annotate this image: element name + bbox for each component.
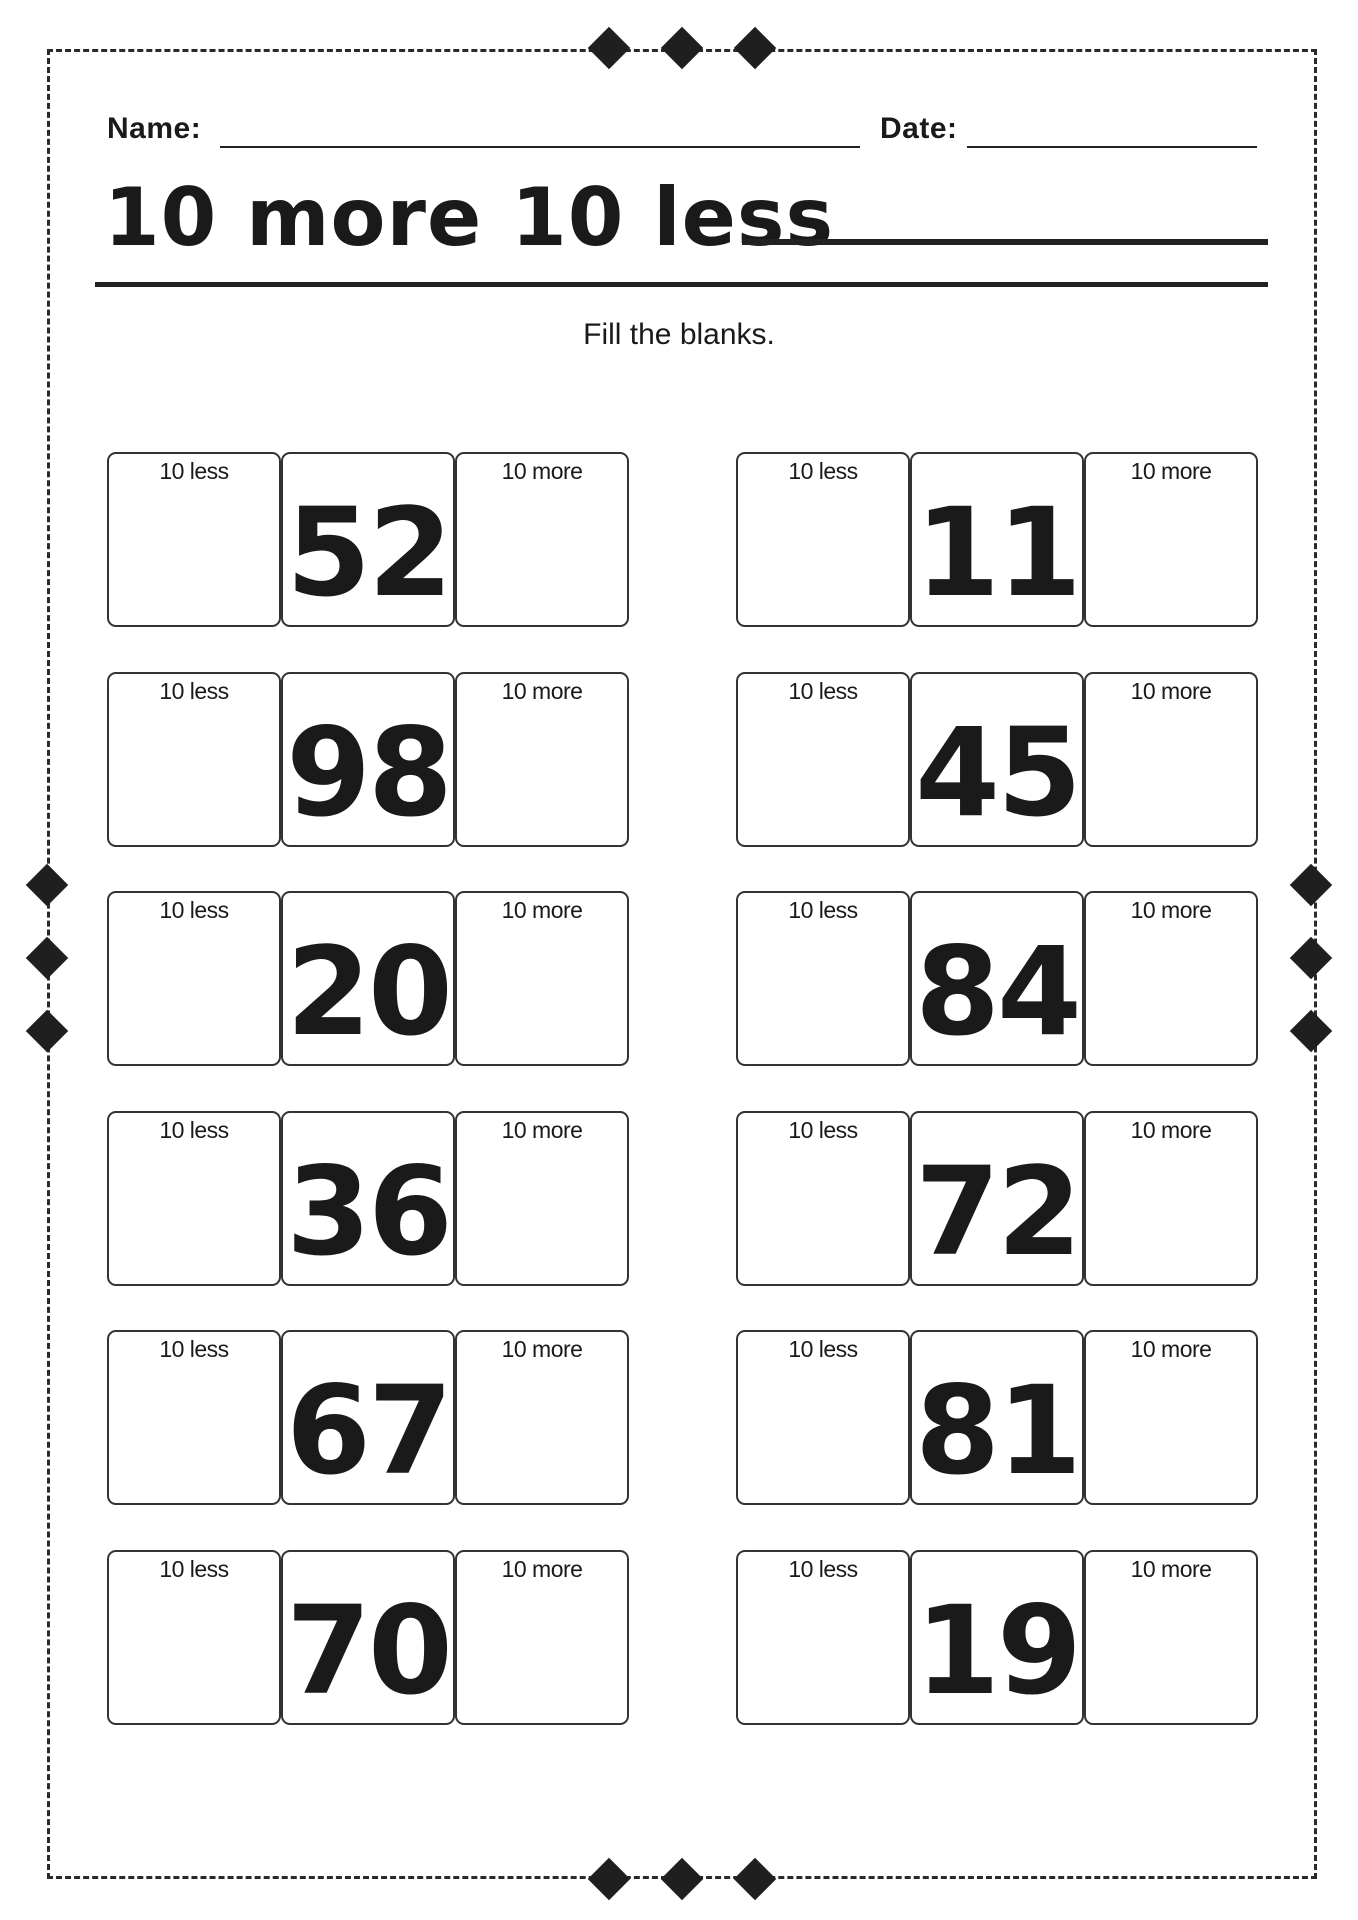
given-number: 98 <box>286 701 450 844</box>
number-box <box>281 672 455 847</box>
number-box <box>910 452 1084 627</box>
ten-more-answer-box[interactable] <box>455 1111 629 1286</box>
ten-more-answer-box[interactable] <box>1084 1550 1258 1725</box>
ten-more-label: 10 more <box>501 1336 583 1362</box>
ten-more-label: 10 more <box>501 458 583 484</box>
problem-row <box>736 452 1258 627</box>
ten-more-answer-box[interactable] <box>455 672 629 847</box>
ten-less-label: 10 less <box>788 1336 858 1362</box>
ten-less-label: 10 less <box>788 1555 858 1582</box>
ten-more-answer-box[interactable] <box>455 1550 629 1725</box>
ten-more-answer-box[interactable] <box>1084 452 1258 627</box>
given-number: 36 <box>286 1140 450 1283</box>
ten-less-label: 10 less <box>788 897 858 923</box>
problem-row <box>107 672 629 847</box>
number-box <box>281 1550 455 1725</box>
given-number: 11 <box>915 482 1079 624</box>
given-number: 67 <box>286 1360 450 1502</box>
number-box <box>910 1550 1084 1725</box>
ten-more-label: 10 more <box>501 1555 583 1582</box>
ten-less-label: 10 less <box>159 677 229 704</box>
name-label: Name: <box>107 112 202 145</box>
ten-less-answer-box[interactable] <box>107 1550 281 1725</box>
problem-row <box>736 1330 1258 1505</box>
ten-less-label: 10 less <box>788 677 858 704</box>
number-box <box>910 672 1084 847</box>
number-box <box>910 1111 1084 1286</box>
ten-more-label: 10 more <box>1130 1336 1212 1362</box>
ten-less-answer-box[interactable] <box>736 1111 910 1286</box>
ten-more-answer-box[interactable] <box>455 452 629 627</box>
date-label: Date: <box>880 112 958 145</box>
ten-less-label: 10 less <box>159 1555 229 1582</box>
ten-less-answer-box[interactable] <box>107 1330 281 1505</box>
given-number: 72 <box>915 1140 1079 1283</box>
number-box <box>281 891 455 1066</box>
ten-less-answer-box[interactable] <box>107 891 281 1066</box>
ten-less-label: 10 less <box>159 897 229 923</box>
ten-less-answer-box[interactable] <box>736 672 910 847</box>
ten-less-answer-box[interactable] <box>107 1111 281 1286</box>
number-box <box>910 1330 1084 1505</box>
number-box <box>281 1330 455 1505</box>
given-number: 84 <box>915 921 1079 1063</box>
problem-row <box>107 1111 629 1286</box>
ten-less-label: 10 less <box>159 458 229 484</box>
ten-more-label: 10 more <box>1130 1116 1212 1143</box>
ten-more-label: 10 more <box>1130 1555 1212 1582</box>
given-number: 19 <box>915 1579 1079 1722</box>
given-number: 52 <box>286 482 450 624</box>
problem-row <box>736 672 1258 847</box>
name-field[interactable] <box>220 146 860 148</box>
date-field[interactable] <box>967 146 1257 148</box>
given-number: 20 <box>286 921 450 1063</box>
problem-row <box>107 1330 629 1505</box>
ten-more-answer-box[interactable] <box>1084 672 1258 847</box>
ten-less-answer-box[interactable] <box>736 1330 910 1505</box>
problem-row <box>107 1550 629 1725</box>
title-underline <box>95 282 1268 287</box>
ten-more-label: 10 more <box>1130 458 1212 484</box>
given-number: 81 <box>915 1360 1079 1502</box>
ten-more-answer-box[interactable] <box>1084 891 1258 1066</box>
ten-more-label: 10 more <box>501 677 583 704</box>
ten-more-label: 10 more <box>501 1116 583 1143</box>
problem-row <box>736 891 1258 1066</box>
ten-less-answer-box[interactable] <box>736 452 910 627</box>
ten-more-answer-box[interactable] <box>455 1330 629 1505</box>
ten-less-label: 10 less <box>788 458 858 484</box>
ten-more-answer-box[interactable] <box>1084 1111 1258 1286</box>
page-title: 10 more 10 less <box>104 171 835 264</box>
ten-less-label: 10 less <box>159 1336 229 1362</box>
title-write-line <box>742 239 1268 245</box>
problem-row <box>107 891 629 1066</box>
ten-less-answer-box[interactable] <box>107 672 281 847</box>
ten-more-label: 10 more <box>1130 677 1212 704</box>
instruction-text: Fill the blanks. <box>583 318 775 351</box>
problem-row <box>736 1111 1258 1286</box>
ten-less-label: 10 less <box>159 1116 229 1143</box>
ten-more-answer-box[interactable] <box>455 891 629 1066</box>
ten-less-answer-box[interactable] <box>107 452 281 627</box>
given-number: 45 <box>915 701 1079 844</box>
number-box <box>910 891 1084 1066</box>
number-box <box>281 1111 455 1286</box>
ten-more-label: 10 more <box>501 897 583 923</box>
ten-more-answer-box[interactable] <box>1084 1330 1258 1505</box>
ten-less-label: 10 less <box>788 1116 858 1143</box>
problem-row <box>736 1550 1258 1725</box>
number-box <box>281 452 455 627</box>
ten-more-label: 10 more <box>1130 897 1212 923</box>
given-number: 70 <box>286 1579 450 1722</box>
ten-less-answer-box[interactable] <box>736 891 910 1066</box>
ten-less-answer-box[interactable] <box>736 1550 910 1725</box>
name-date-row <box>107 112 1267 156</box>
problem-row <box>107 452 629 627</box>
